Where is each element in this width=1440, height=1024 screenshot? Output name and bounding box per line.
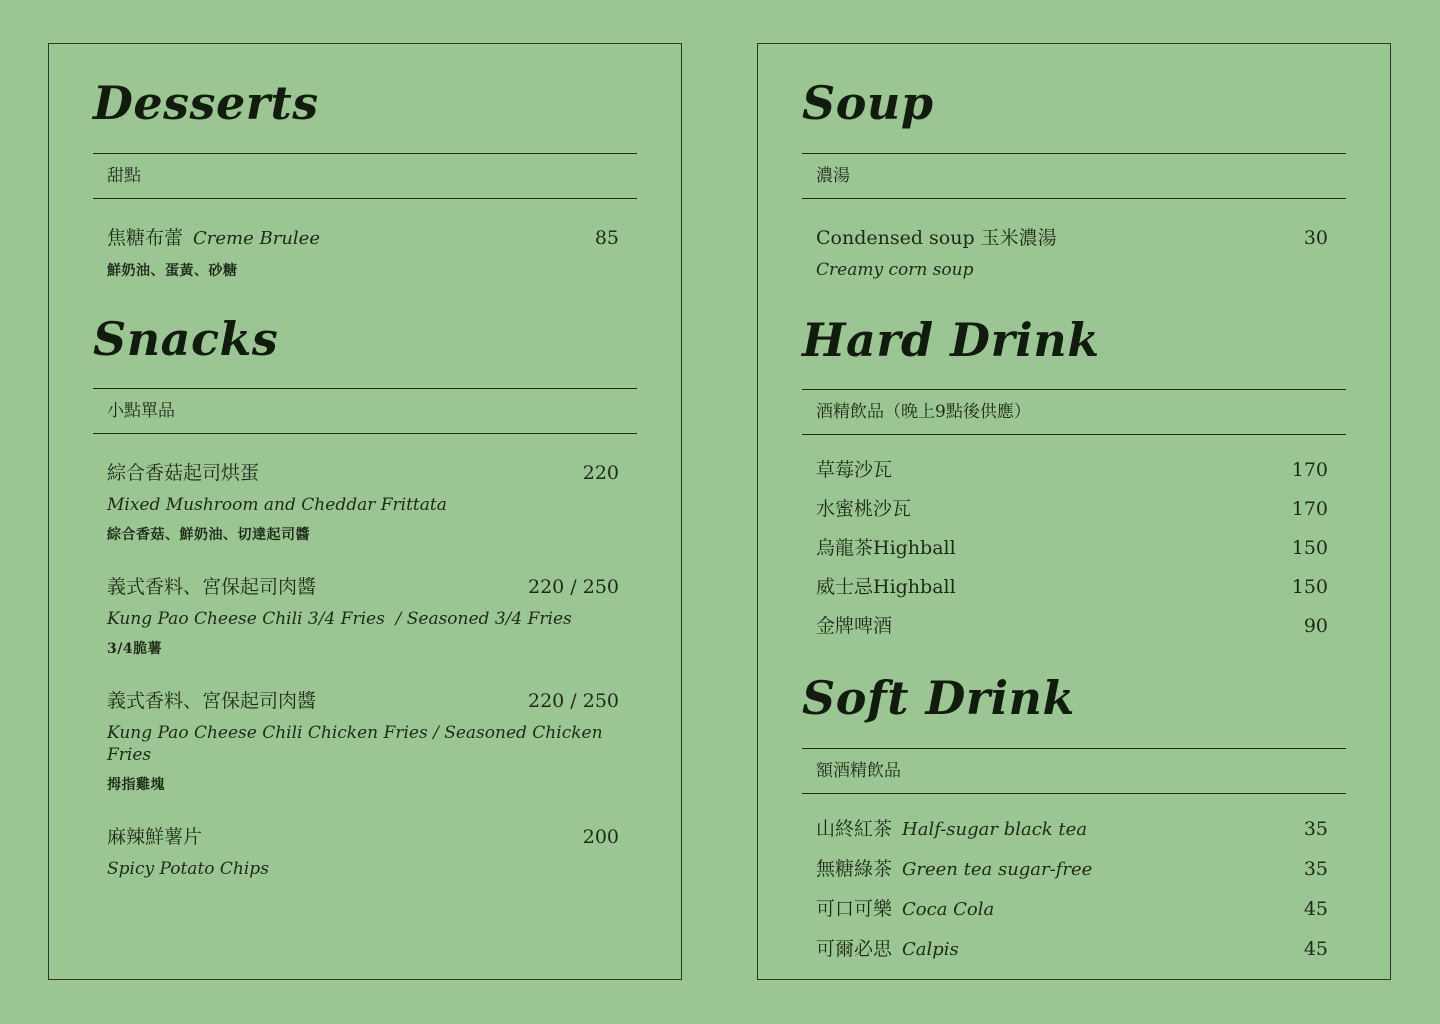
item-line <box>107 824 619 850</box>
menu-item <box>816 856 1328 883</box>
item-line <box>816 535 1328 561</box>
section-label: 額酒精飲品 <box>816 760 901 781</box>
section-label: 濃湯 <box>816 165 850 186</box>
item-desc-zh: 鮮奶油、蛋黃、砂糖 <box>107 262 238 279</box>
section-title: Desserts <box>93 76 319 130</box>
item-desc-en: Spicy Potato Chips <box>107 859 269 880</box>
item-line <box>816 936 1328 963</box>
item-line <box>816 896 1328 923</box>
section-label-band <box>802 748 1346 794</box>
item-line <box>816 574 1328 600</box>
section-title: Snacks <box>93 311 279 366</box>
menu-section <box>802 312 1346 640</box>
item-price: 150 <box>1291 537 1328 560</box>
item-price: 170 <box>1291 498 1328 521</box>
item-name: Condensed soup 玉米濃湯 <box>816 226 1057 249</box>
menu-item <box>816 535 1328 561</box>
section-label-band <box>93 388 637 434</box>
menu-section <box>802 673 1346 963</box>
section-label-band <box>93 153 637 199</box>
section-items <box>802 816 1346 963</box>
item-name-en: Creme Brulee <box>193 227 320 249</box>
menu-section <box>93 311 637 881</box>
menu-panel-left <box>48 43 682 980</box>
section-label: 酒精飲品（晚上9點後供應） <box>816 402 1031 423</box>
item-price: 45 <box>1303 937 1328 960</box>
menu-item <box>816 896 1328 923</box>
item-price: 85 <box>594 226 619 249</box>
item-price: 35 <box>1303 857 1328 880</box>
section-items <box>93 460 637 880</box>
menu-item <box>816 457 1328 483</box>
item-line <box>107 688 619 714</box>
item-name-en: Coca Cola <box>902 898 995 920</box>
item-name: 可爾必思 <box>816 937 893 960</box>
item-price: 90 <box>1303 615 1328 638</box>
item-line <box>816 225 1328 251</box>
menu-section <box>93 78 637 280</box>
item-line <box>107 460 619 486</box>
menu-section <box>802 78 1346 281</box>
item-price: 220 / 250 <box>527 690 619 713</box>
item-price: 150 <box>1291 576 1328 599</box>
item-name-en: Green tea sugar-free <box>902 858 1093 880</box>
item-name: 威士忌Highball <box>816 576 956 599</box>
menu-item <box>107 824 619 880</box>
item-line <box>816 457 1328 483</box>
menu-item <box>107 574 619 658</box>
item-price: 220 <box>582 462 619 485</box>
section-label-band <box>802 153 1346 199</box>
item-desc-zh: 綜合香菇、鮮奶油、切達起司醬 <box>107 527 310 544</box>
item-name: 金牌啤酒 <box>816 615 893 638</box>
item-name: 水蜜桃沙瓦 <box>816 498 912 521</box>
menu-item <box>816 496 1328 522</box>
item-name: 義式香料、宮保起司肉醬 <box>107 576 317 599</box>
item-name: 義式香料、宮保起司肉醬 <box>107 690 317 713</box>
item-name-en: Calpis <box>902 938 959 960</box>
section-label: 小點單品 <box>107 401 175 422</box>
item-price: 35 <box>1303 817 1328 840</box>
item-name: 山終紅茶 <box>816 817 893 840</box>
item-desc-en: Kung Pao Cheese Chili 3/4 Fries / Seasoned 3/4 Fries <box>107 609 572 630</box>
item-price: 45 <box>1303 897 1328 920</box>
section-items <box>93 225 637 280</box>
menu-item <box>107 225 619 280</box>
item-desc-en: Mixed Mushroom and Cheddar Frittata <box>107 495 447 516</box>
item-name: 草莓沙瓦 <box>816 459 893 482</box>
item-desc-zh: 拇指雞塊 <box>107 777 165 794</box>
item-price: 220 / 250 <box>527 576 619 599</box>
item-name-en: Half-sugar black tea <box>902 818 1088 840</box>
item-name: 麻辣鮮薯片 <box>107 826 203 849</box>
section-label-band <box>802 389 1346 435</box>
menu-panel-right <box>757 43 1391 980</box>
item-name: 可口可樂 <box>816 897 893 920</box>
item-desc-zh: 3/4脆薯 <box>107 641 163 658</box>
item-line <box>816 816 1328 843</box>
item-line <box>816 613 1328 639</box>
section-items <box>802 457 1346 639</box>
section-title: Hard Drink <box>802 312 1100 367</box>
menu-item <box>816 225 1328 281</box>
section-items <box>802 225 1346 281</box>
item-price: 200 <box>582 826 619 849</box>
item-name: 無糖綠茶 <box>816 857 893 880</box>
item-line <box>107 225 619 252</box>
item-desc-en: Creamy corn soup <box>816 259 974 280</box>
item-desc-en: Kung Pao Cheese Chili Chicken Fries / Seasoned Chicken Fries <box>107 723 608 766</box>
menu-item <box>816 816 1328 843</box>
item-name: 烏龍茶Highball <box>816 537 956 560</box>
section-title: Soup <box>802 76 934 130</box>
menu-item <box>816 936 1328 963</box>
item-line <box>816 856 1328 883</box>
menu-item <box>816 574 1328 600</box>
item-line <box>107 574 619 600</box>
item-name: 焦糖布蕾 <box>107 226 184 249</box>
item-price: 30 <box>1303 226 1328 249</box>
item-price: 170 <box>1291 459 1328 482</box>
menu-item <box>107 460 619 544</box>
menu-item <box>107 688 619 794</box>
item-line <box>816 496 1328 522</box>
section-title: Soft Drink <box>802 671 1075 726</box>
menu-item <box>816 613 1328 639</box>
section-label: 甜點 <box>107 165 141 186</box>
item-name: 綜合香菇起司烘蛋 <box>107 462 260 485</box>
